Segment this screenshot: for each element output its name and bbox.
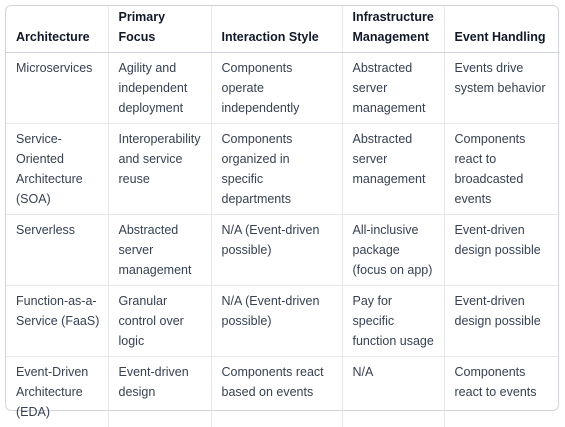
cell-primary-focus: Event-driven design [108,356,211,427]
cell-interaction-style: N/A (Event-driven possible) [211,214,342,285]
cell-interaction-style: Components organized in specific departments [211,123,342,214]
cell-event-handling: Components react to broadcasted events [444,123,560,214]
table-row [6,214,560,285]
table-row [6,52,560,123]
table-row [6,123,560,214]
cell-primary-focus: Granular control over logic [108,285,211,356]
architecture-comparison-table [6,6,560,427]
cell-event-handling: Event-driven design possible [444,214,560,285]
cell-architecture: Service-Oriented Architecture (SOA) [6,123,108,214]
cell-architecture: Function-as-a-Service (FaaS) [6,285,108,356]
cell-interaction-style: Components react based on events [211,356,342,427]
table-header-row [6,6,560,52]
cell-event-handling: Events drive system behavior [444,52,560,123]
cell-primary-focus: Agility and independent deployment [108,52,211,123]
cell-architecture: Event-Driven Architecture (EDA) [6,356,108,427]
cell-interaction-style: Components operate independently [211,52,342,123]
cell-architecture: Serverless [6,214,108,285]
cell-event-handling: Event-driven design possible [444,285,560,356]
cell-infrastructure-management: Abstracted server management [342,52,444,123]
cell-infrastructure-management: Abstracted server management [342,123,444,214]
table-row [6,356,560,427]
header-event-handling: Event Handling [444,6,560,52]
header-architecture: Architecture [6,6,108,52]
header-primary-focus: Primary Focus [108,6,211,52]
cell-primary-focus: Interoperability and service reuse [108,123,211,214]
cell-infrastructure-management: N/A [342,356,444,427]
cell-infrastructure-management: Pay for specific function usage [342,285,444,356]
header-infrastructure-management: Infrastructure Management [342,6,444,52]
cell-architecture: Microservices [6,52,108,123]
cell-infrastructure-management: All-inclusive package (focus on app) [342,214,444,285]
cell-event-handling: Components react to events [454,364,537,399]
cell-interaction-style: N/A (Event-driven possible) [211,285,342,356]
cell-primary-focus: Abstracted server management [108,214,211,285]
comparison-table-container [5,5,559,419]
header-interaction-style: Interaction Style [211,6,342,52]
table-row [6,285,560,356]
